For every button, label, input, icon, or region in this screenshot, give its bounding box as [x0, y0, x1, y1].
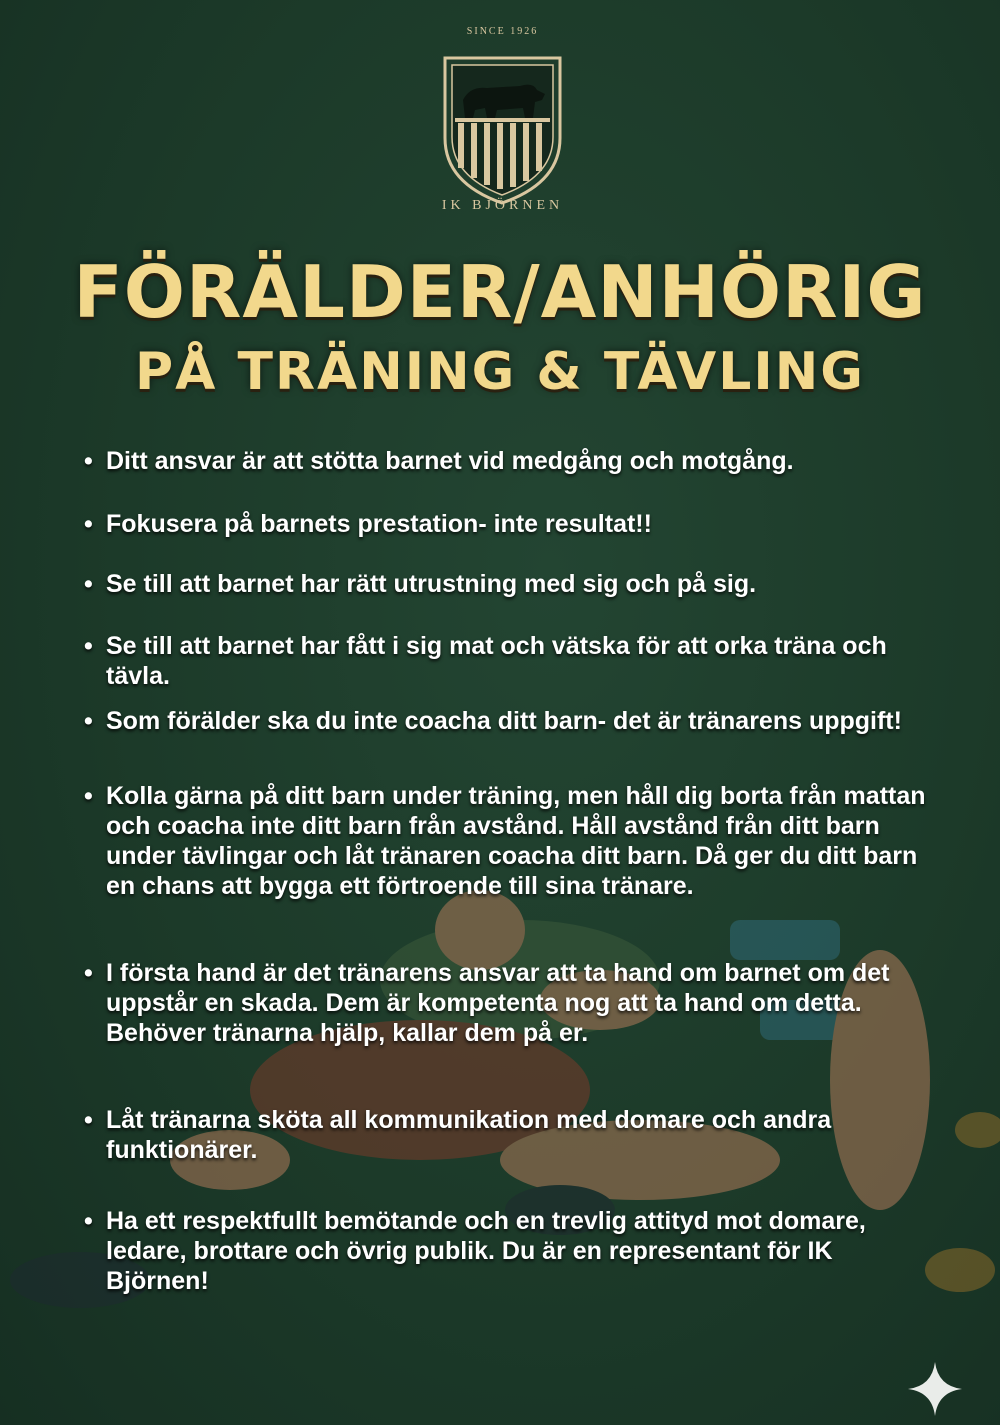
bullet-dot: • [84, 632, 93, 660]
bullet-dot: • [84, 570, 93, 598]
list-item [84, 781, 934, 901]
bullet-dot: • [84, 1207, 93, 1235]
list-item-text: Fokusera på barnets prestation- inte resultat!! [106, 510, 652, 538]
list-item-text: Låt tränarna sköta all kommunikation med domare och andra funktionärer. [106, 1106, 832, 1164]
list-item-text: Som förälder ska du inte coacha ditt barn- det är tränarens uppgift! [106, 707, 902, 735]
logo-name-text: IK BJÖRNEN [441, 198, 564, 213]
sparkle-icon [906, 1360, 964, 1418]
bullet-dot: • [84, 510, 93, 538]
list-item [84, 446, 934, 476]
list-item [84, 706, 934, 736]
list-item [84, 631, 934, 691]
bullet-dot: • [84, 447, 93, 475]
list-item [84, 1105, 934, 1165]
list-item [84, 509, 934, 539]
bullet-dot: • [84, 707, 93, 735]
bear-shield-logo [425, 18, 580, 228]
bullet-dot: • [84, 782, 93, 810]
bullet-dot: • [84, 959, 93, 987]
logo-since-text: SINCE 1926 [466, 26, 539, 37]
bullet-dot: • [84, 1106, 93, 1134]
list-item [84, 958, 934, 1048]
list-item-text: Ditt ansvar är att stötta barnet vid medgång och motgång. [106, 447, 794, 475]
page-subtitle: PÅ TRÄNING & TÄVLING [135, 342, 865, 402]
page-title: FÖRÄLDER/ANHÖRIG [73, 250, 927, 334]
list-item-text: Se till att barnet har rätt utrustning med sig och på sig. [106, 570, 757, 598]
list-item-text: Se till att barnet har fått i sig mat och vätska för att orka träna och tävla. [106, 632, 887, 690]
list-item-text: Kolla gärna på ditt barn under träning, men håll dig borta från mattan och coacha inte ditt barn från avstånd. Håll avstånd från ditt barn under tävlingar och låt tränaren coacha ditt barn. Då ger du ditt barn en chans att bygga ett förtroende till sina tränare. [106, 782, 926, 900]
list-item [84, 1206, 934, 1296]
list-item-text: I första hand är det tränarens ansvar att ta hand om barnet om det uppstår en skada. Dem är kompetenta nog att ta hand om detta. Behöver tränarna hjälp, kallar dem på er. [106, 959, 890, 1047]
list-item [84, 569, 934, 599]
list-item-text: Ha ett respektfullt bemötande och en trevlig attityd mot domare, ledare, brottare och övrig publik. Du är en representant för IK Björnen! [106, 1207, 866, 1295]
club-logo [425, 18, 580, 228]
